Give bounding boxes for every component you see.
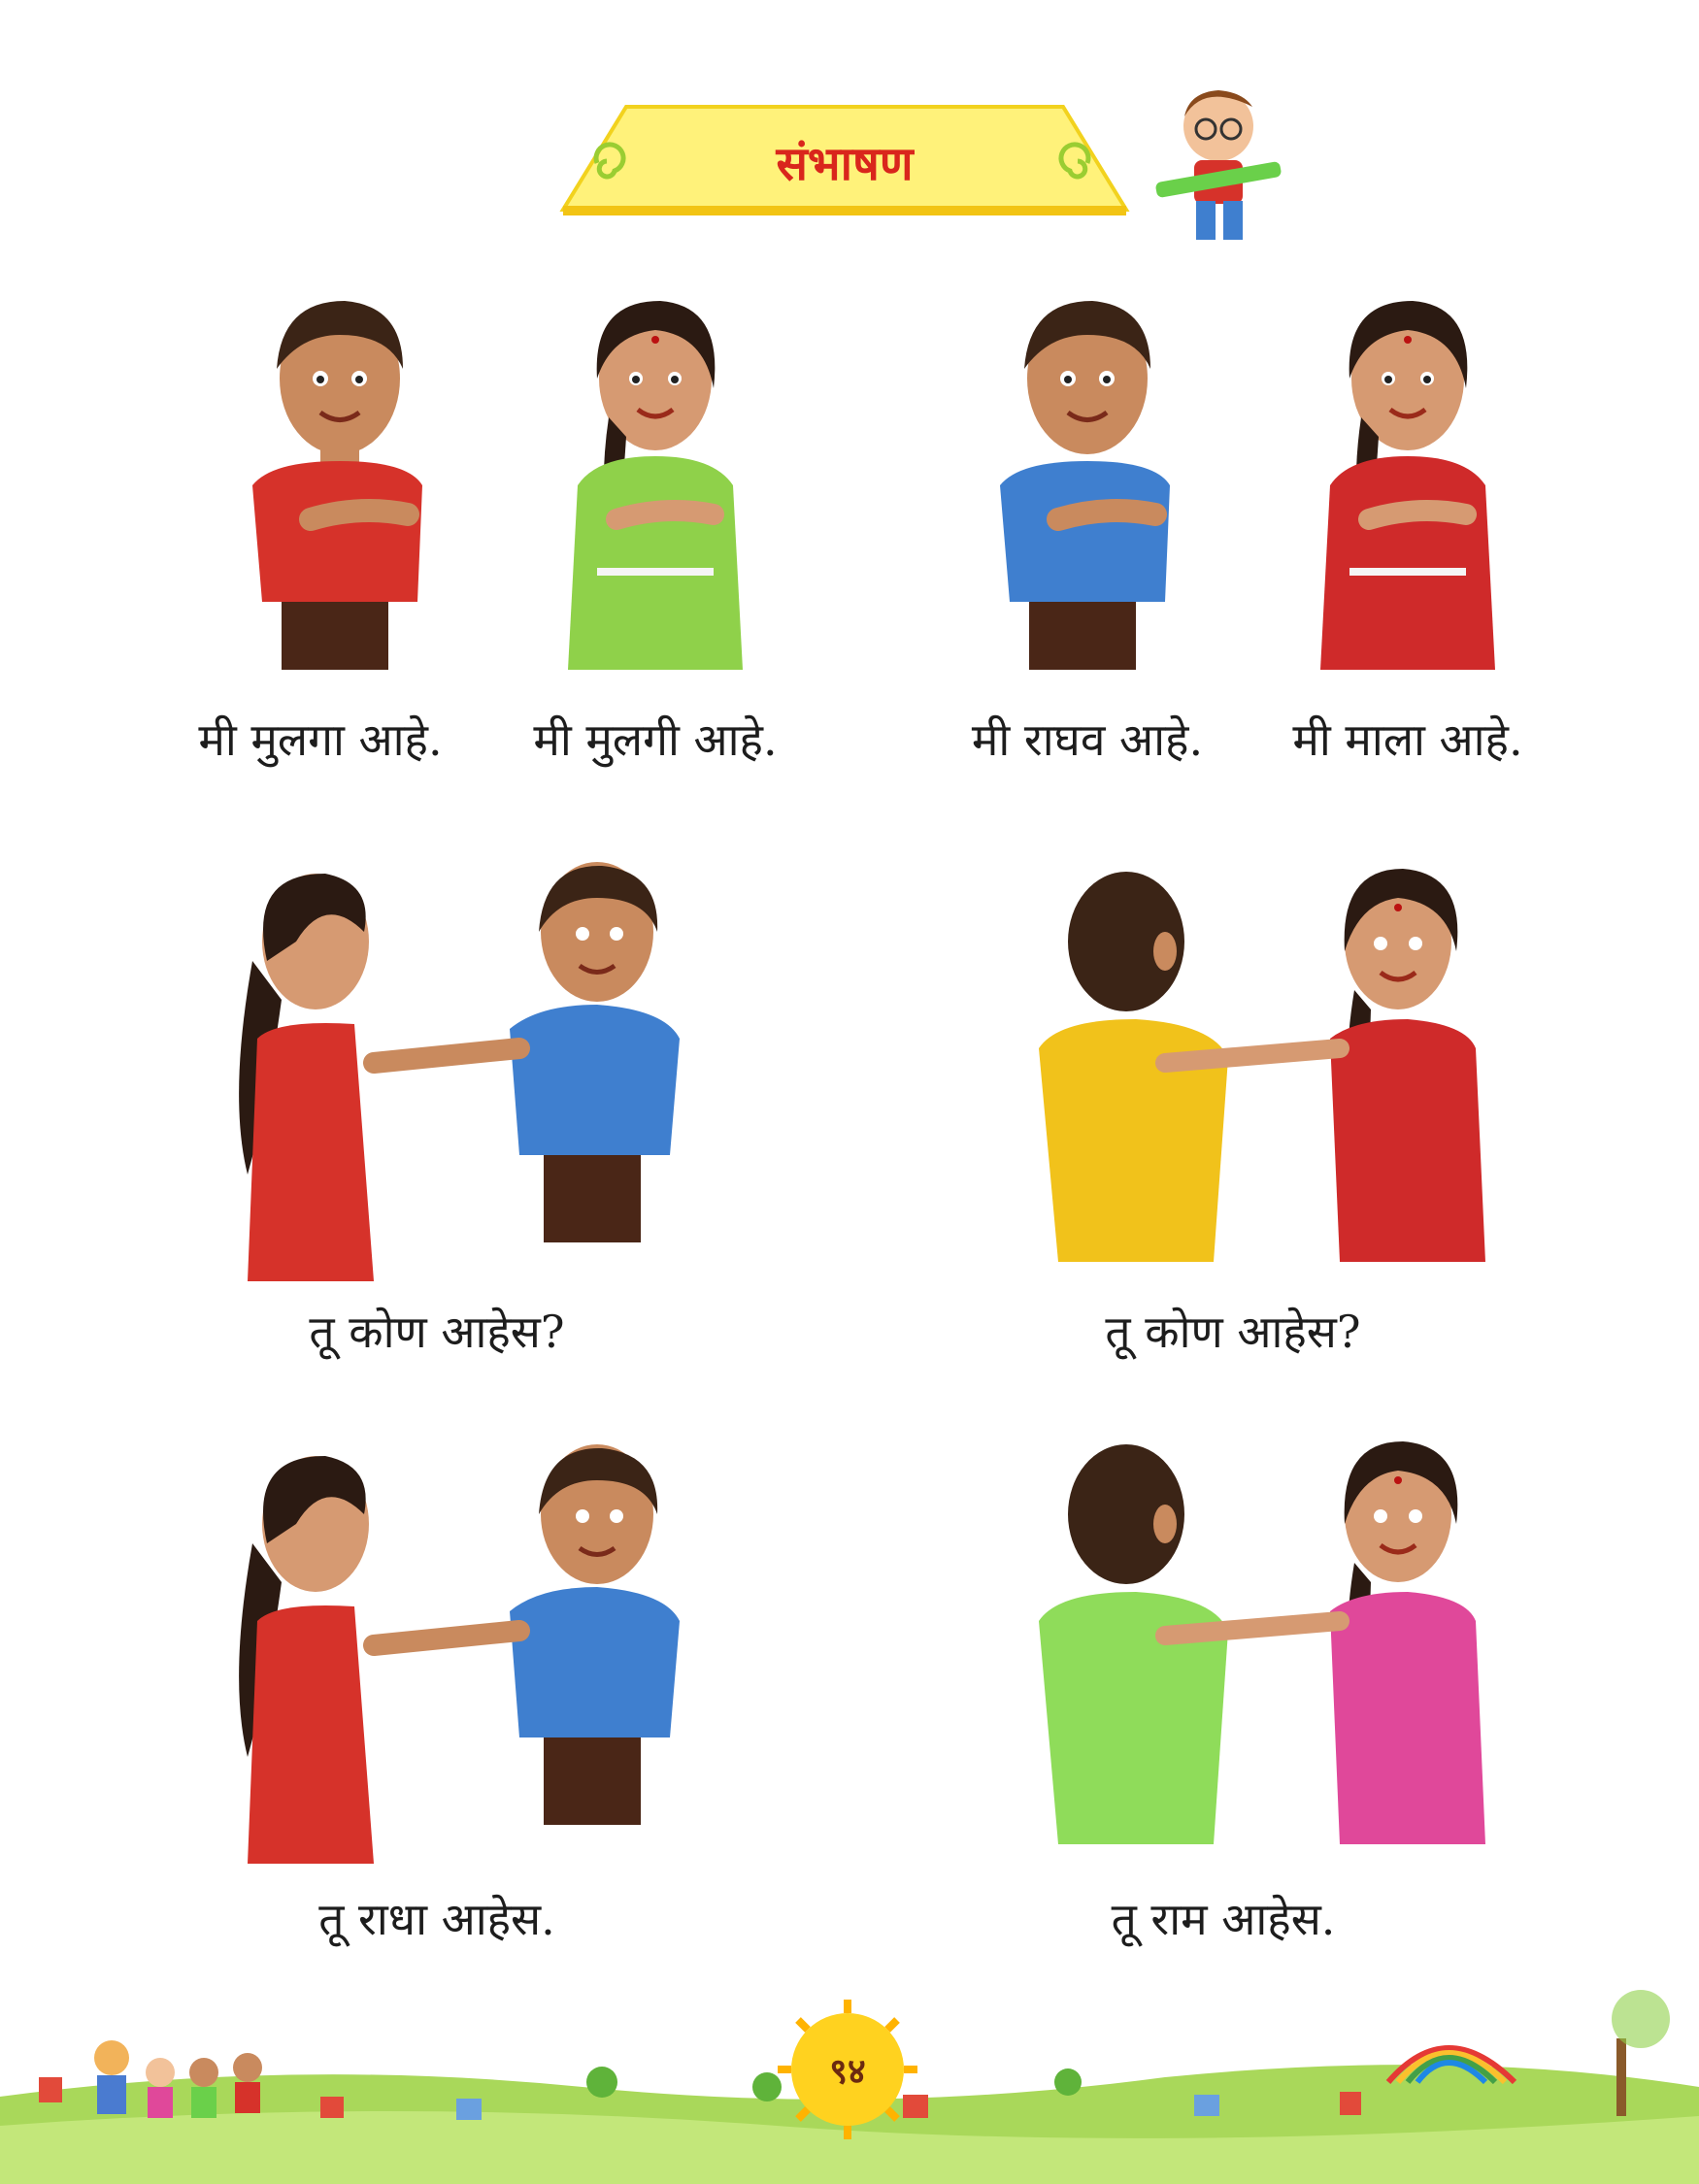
caption-8: तू राम आहेस.	[1111, 1893, 1336, 1945]
caption-5: तू कोण आहेस?	[309, 1306, 565, 1358]
scene-boy-points-at-radha	[209, 1437, 704, 1873]
caption-2: मी मुलगी आहे.	[533, 713, 778, 766]
boy-blue-shirt-illustration	[971, 281, 1194, 679]
caption-1: मी मुलगा आहे.	[198, 713, 443, 766]
girl-green-dress-illustration	[539, 281, 762, 679]
scene-boy-points-at-girl	[209, 854, 704, 1291]
title-banner	[558, 105, 1131, 219]
caption-4: मी माला आहे.	[1292, 713, 1523, 766]
page-number: ९४	[829, 2051, 866, 2092]
caption-6: तू कोण आहेस?	[1105, 1306, 1361, 1358]
girl-red-dress-illustration	[1291, 281, 1515, 679]
boy-red-shirt-illustration	[223, 281, 447, 679]
page-title: संभाषण	[776, 136, 914, 191]
caption-3: मी राघव आहे.	[971, 713, 1204, 766]
scene-girl-points-at-boy	[1019, 854, 1515, 1291]
mascot-boy-pencil-icon	[1146, 83, 1291, 257]
scene-girl-points-at-ram	[1019, 1427, 1515, 1873]
caption-7: तू राधा आहेस.	[318, 1893, 555, 1945]
